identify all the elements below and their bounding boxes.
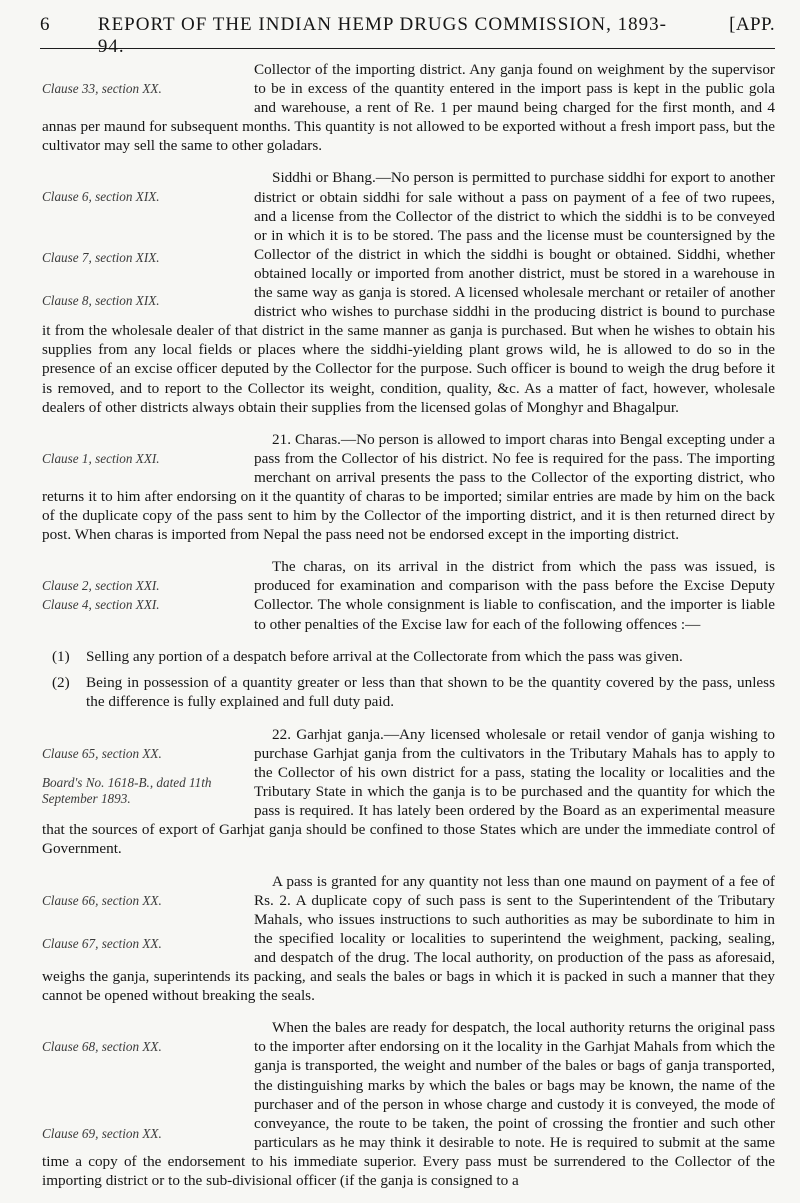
paragraph-pass-granted: A pass is granted for any quantity not less than one maund on payment of a fee of Rs. 2. A duplicate copy of such pass is sent to the Superintendent of the Tributary Mahals, who issues instructions to such authorities as may be subordinate to him in the specified locality or localities to superintend the weighment, packing, sealing, and despatch of the drug. The local authority, on production of the pass as aforesaid, weighs the ganja, superintends its packing, and seals the bales or bags in which it is packed in such a manner that they cannot be opened without breaking the seals. bbox=[42, 872, 775, 1005]
list-text: Selling any portion of a despatch before arrival at the Collectorate from which the pass was given. bbox=[86, 647, 683, 665]
paragraph-garhjat: 22. Garhjat ganja.—Any licensed wholesale or retail vendor of ganja wishing to purchase Garhjat ganja from the cultivators in the Tributary Mahals has to apply to the Collector of his own district for a pass, stating the locality or localities and the Tributary State in which the ganja is to be purchased and the quantity for which the pass is required. It has lately been ordered by the Board as an experimental measure that the sources of export of Garhjat ganja should be confined to those States which are under the immediate control of Government. bbox=[42, 725, 775, 858]
margin-note-clause-65: Clause 65, section XX. bbox=[42, 745, 162, 761]
margin-note-board: Board's No. 1618-B., dated 11th September 1893. bbox=[42, 774, 212, 806]
offence-list bbox=[42, 647, 775, 711]
paragraph-despatch: When the bales are ready for despatch, the local authority returns the original pass to the importer after endorsing on it the locality in the Garhjat Mahals from which the ganja is transported, the weight and number of the bales or bags of ganja transported, the distinguishing marks by which the bales or bags may be known, the name of the purchaser and of the person in whose charge and custody it is conveyed, the mode of conveyance, the route to be taken, the point of crossing the frontier and such other particulars as he may think it desirable to note. He is required to submit at the same time a copy of the endorsement to his immediate superior. Every pass must be surrendered to the Collector of the importing district or to the sub-divisional officer (if the ganja is consigned to a bbox=[42, 1019, 775, 1189]
margin-note-clause-69: Clause 69, section XX. bbox=[42, 1126, 162, 1142]
margin-note-clause-66: Clause 66, section XX. bbox=[42, 892, 162, 908]
list-text: Being in possession of a quantity greater or less than that shown to be the quantity covered by the pass, unless the difference is fully explained and full duty paid. bbox=[86, 673, 775, 710]
page-body bbox=[42, 60, 775, 1203]
list-item bbox=[42, 647, 775, 666]
margin-note-clause-4: Clause 4, section XXI. bbox=[42, 597, 160, 613]
list-number: (2) bbox=[52, 673, 70, 691]
paragraph-charas-arrival: The charas, on its arrival in the district from which the pass was issued, is produced for examination and comparison with the pass before the Excise Deputy Collector. The whole consignment is liable to confiscation, and the importer is liable to other penalties of the Excise law for each of the following offences :— bbox=[254, 558, 775, 633]
paragraph-siddhi: Siddhi or Bhang.—No person is permitted to purchase siddhi for export to another district or obtain siddhi for sale without a pass on payment of a fee of two rupees, and a license from the Collector of the district to which the siddhi is to be conveyed or in which it is to be stored. The pass and the license must be countersigned by the Collector of the district in which the siddhi is bought or obtained. Siddhi, whether obtained locally or imported from another district, must be stored in a warehouse in the same way as ganja is stored. A licensed wholesale merchant or retailer of another district who wishes to purchase siddhi in the producing district is bound to purchase it from the wholesale dealer of that district in the same manner as ganja is purchased. But when he wishes to obtain his supplies from any local fields or places where the siddhi-yielding plant grows wild, he is allowed to do so in the presence of an excise officer deputed by the Collector for the purpose. Such officer is bound to weigh the drug before it is removed, and to report to the Collector its weight, condition, quality, &c. As a matter of fact, however, wholesale dealers of other districts always obtain their supplies from the licensed golas of Monghyr and Bhagalpur. bbox=[42, 169, 775, 416]
margin-note-clause-2: Clause 2, section XXI. bbox=[42, 578, 160, 594]
list-number: (1) bbox=[52, 647, 70, 665]
margin-note-clause-67: Clause 67, section XX. bbox=[42, 935, 162, 951]
margin-note-clause-6: Clause 6, section XIX. bbox=[42, 189, 160, 205]
margin-note-clause-68: Clause 68, section XX. bbox=[42, 1039, 162, 1055]
running-title: REPORT OF THE INDIAN HEMP DRUGS COMMISSION, 1893-94. bbox=[97, 14, 667, 57]
margin-note-clause-7: Clause 7, section XIX. bbox=[42, 250, 160, 266]
margin-note-clause-1: Clause 1, section XXI. bbox=[42, 450, 160, 466]
list-item bbox=[42, 673, 775, 711]
margin-note-clause-33: Clause 33, section XX. bbox=[42, 81, 162, 96]
appendix-bracket: [APP. bbox=[729, 14, 775, 35]
page-header bbox=[40, 14, 775, 57]
paragraph-collector: Collector of the importing district. Any ganja found on weighment by the supervisor to be in excess of the quantity entered in the import pass is kept in the public gola and warehouse, a rent of Re. 1 per maund being charged for the first month, and 4 annas per maund for subsequent months. This quantity is not allowed to be exported without a fresh import pass, but the cultivator may sell the same to other goladars. bbox=[42, 61, 775, 155]
paragraph-charas: 21. Charas.—No person is allowed to import charas into Bengal excepting under a pass from the Collector of his district. No fee is required for the pass. The importing merchant on arrival presents the pass to the Collector of the exporting district, who returns it to him after endorsing on it the quantity of charas to be imported; similar entries are made by him on the back of the duplicate copy of the pass sent to him by the Collector of the importing district, and it is then returned direct by post. When charas is imported from Nepal the pass need not be endorsed except in the importing district. bbox=[42, 430, 775, 544]
page-number: 6 bbox=[40, 14, 50, 35]
margin-note-clause-8: Clause 8, section XIX. bbox=[42, 293, 160, 309]
